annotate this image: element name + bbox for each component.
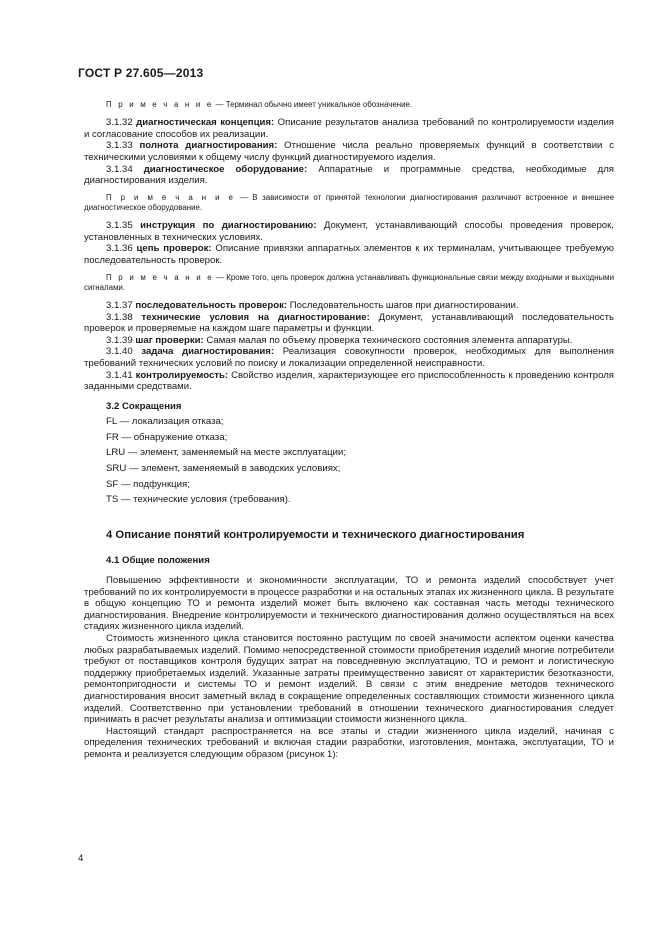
note xyxy=(84,193,614,213)
definition-3-1-36 xyxy=(84,243,614,266)
definition-term: последовательность проверок: xyxy=(135,299,288,311)
definition-3-1-37 xyxy=(84,300,614,312)
definition-number: 3.1.35 xyxy=(106,220,133,232)
note-label: П р и м е ч а н и е xyxy=(106,100,214,109)
definition-number: 3.1.34 xyxy=(106,163,133,175)
definition-3-1-35 xyxy=(84,220,614,243)
definition-text: Документ, устанавливающий последовательность проверок и проверяемые на каждом шаге параметры и функции. xyxy=(84,311,614,335)
note-text: — Кроме того, цепь проверок должна устанавливать функциональные связи между входными и выходными сигналами. xyxy=(84,272,615,292)
definition-3-1-38 xyxy=(84,312,614,335)
definition-number: 3.1.32 xyxy=(106,117,133,129)
body-paragraph: Настоящий стандарт распространяется на все этапы и стадии жизненного цикла изделий, начиная с определения технических требований и включая стадии разработки, изготовления, монтажа, эксплуатации, ТО и ремонта и реализуется следующим образом (рисунок 1): xyxy=(84,725,614,760)
definition-number: 3.1.39 xyxy=(106,334,133,346)
note-text: — В зависимости от принятой технологии диагностирования различают встроенное и внешнее диагностическое оборудование. xyxy=(84,192,614,212)
definition-term: диагностическое оборудование: xyxy=(143,163,308,175)
definition-term: инструкция по диагностированию: xyxy=(140,220,317,232)
definition-term: полнота диагностирования: xyxy=(139,140,278,152)
definition-term: цепь проверок: xyxy=(136,243,212,255)
note xyxy=(84,100,614,110)
note-label: П р и м е ч а н и е xyxy=(106,192,236,202)
definition-text: Реализация совокупности проверок, необходимых для выполнения требований технических условий по поиску и локализации определенной неисправности. xyxy=(84,346,614,369)
abbreviation-item: FL — локализация отказа; xyxy=(106,416,224,428)
definition-term: диагностическая концепция: xyxy=(136,117,275,129)
definition-text: Описание привязки аппаратных элементов к их терминалам, учитывающее требуемую последовательность проверок. xyxy=(84,243,614,266)
definition-3-1-33 xyxy=(84,140,614,163)
definition-3-1-40 xyxy=(84,346,614,369)
page-number: 4 xyxy=(78,853,84,864)
definition-number: 3.1.41 xyxy=(106,369,133,381)
note xyxy=(84,273,614,293)
definition-3-1-32 xyxy=(84,117,614,140)
definition-number: 3.1.36 xyxy=(106,243,133,255)
body-paragraph: Стоимость жизненного цикла становится постоянно растущим по своей значимости аспектом оценки качества любых разрабатываемых изделий. Помимо непосредственной стоимости приобретения изделий многие потребители требуют от поставщиков контроля будущих затрат на повседневную эксплуатацию, ТО и ремонт и логистическую поддержку приобретаемых изделий. Указанные затраты преимущественно зависят от характеристик безотказности, ремонтопригодности и системы ТО и ремонт изделий. В связи с этим внедрение методов технического диагностирования вносит заметный вклад в сокращение определенных составляющих стоимости жизненного цикла изделий. Соответственно при установлении требований в отношении технического диагностирования следует принимать в расчет результаты анализа и оптимизации стоимости жизненного цикла. xyxy=(84,633,614,726)
definition-text: Свойство изделия, характеризующее его приспособленность к проведению контроля заданными средствами. xyxy=(84,369,614,393)
body-paragraph: Повышению эффективности и экономичности эксплуатации, ТО и ремонта изделий способствует учет требований по их контролируемости в процессе разработки и на остальных этапах их жизненного цикла. В результате в общую концепцию ТО и ремонта изделий может быть включено как составная часть методы технического диагностирования. Внедрение контролируемости и технического диагностирования должно осуществляться на всех стадиях жизненного цикла изделий. xyxy=(84,575,614,633)
definition-text: Документ, устанавливающий способы проведения проверок, установленных в технических условиях. xyxy=(84,220,614,243)
definition-3-1-41 xyxy=(84,370,614,393)
section-heading-3-2: 3.2 Сокращения xyxy=(106,400,182,412)
definition-3-1-34 xyxy=(84,164,614,187)
definition-text: Последовательность шагов при диагностировании. xyxy=(287,299,519,311)
definition-3-1-39 xyxy=(84,335,614,347)
abbreviation-item: LRU — элемент, заменяемый на месте эксплуатации; xyxy=(106,447,347,459)
document-body xyxy=(84,94,614,761)
definition-text: Аппаратные и программные средства, необходимые для диагностирования изделия. xyxy=(84,163,614,187)
note-label: П р и м е ч а н и е xyxy=(106,272,214,282)
definition-number: 3.1.38 xyxy=(106,311,133,323)
definition-text: Отношение числа реально проверяемых функций в соответствии с техническими условиями к общему числу функций диагностируемого изделия. xyxy=(84,140,615,163)
abbreviation-item: FR — обнаружение отказа; xyxy=(106,431,228,443)
definition-text: Самая малая по объему проверка технического состояния элемента аппаратуры. xyxy=(203,334,573,346)
section-heading-4: 4 Описание понятий контролируемости и технического диагностирования xyxy=(106,528,525,541)
definition-term: технические условия на диагностирование: xyxy=(141,311,370,323)
abbreviation-item: SRU — элемент, заменяемый в заводских условиях; xyxy=(106,463,341,475)
section-heading-4-1: 4.1 Общие положения xyxy=(106,555,210,567)
definition-term: задача диагностирования: xyxy=(141,346,275,358)
document-header: ГОСТ Р 27.605—2013 xyxy=(78,66,204,80)
definition-term: шаг проверки: xyxy=(135,334,204,346)
definition-number: 3.1.33 xyxy=(106,140,133,152)
definition-text: Описание результатов анализа требований по контролируемости изделия и согласование способов их реализации. xyxy=(84,117,614,140)
definition-number: 3.1.37 xyxy=(106,299,133,311)
definition-term: контролируемость: xyxy=(135,369,229,381)
abbreviation-item: TS — технические условия (требования). xyxy=(106,494,291,506)
note-text: — Терминал обычно имеет уникальное обозначение. xyxy=(213,100,413,109)
abbreviation-item: SF — подфункция; xyxy=(106,478,190,490)
definition-number: 3.1.40 xyxy=(106,346,133,358)
